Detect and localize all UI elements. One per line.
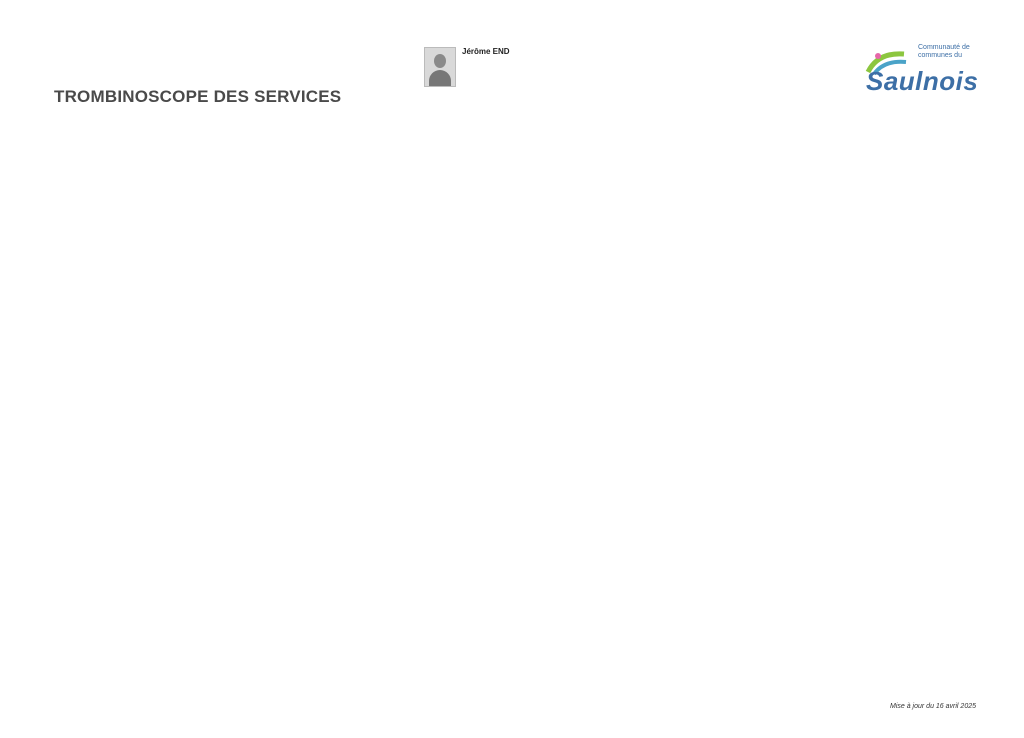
- logo-line2: communes du: [918, 52, 962, 59]
- logo-text-small: [918, 44, 970, 60]
- logo-line1: Communauté de: [918, 44, 970, 51]
- person-name: Jérôme END: [462, 47, 510, 56]
- page-title: TROMBINOSCOPE DES SERVICES: [54, 87, 342, 106]
- portrait-photo: [424, 47, 456, 87]
- saulnois-logo: [858, 40, 988, 102]
- update-note: Mise à jour du 16 avril 2025: [890, 703, 976, 710]
- person-info: [462, 47, 612, 56]
- logo-word: Saulnois: [866, 66, 979, 96]
